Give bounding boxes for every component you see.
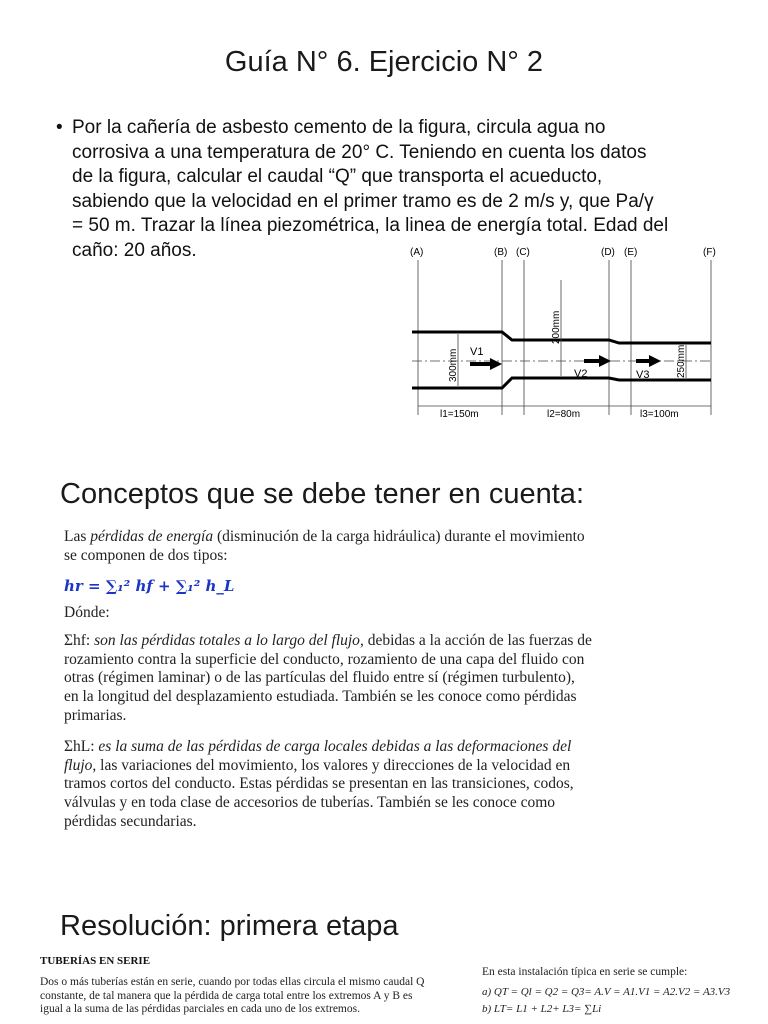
diameter-label-2: 200mm xyxy=(551,310,562,344)
equation-a: a) QT = Ql = Q2 = Q3= A.V = A1.V1 = A2.V2 = A3.V3 xyxy=(482,985,731,998)
flow-arrow-icon xyxy=(470,358,502,370)
bullet-icon: • xyxy=(56,117,63,138)
text-segment: , debidas a la acción de las fuerzas de xyxy=(359,632,592,649)
text-segment: , las variaciones del movimiento, los valores y direcciones de la velocidad en xyxy=(92,756,571,774)
text-line: tramos cortos del conducto. Estas pérdidas se presentan en las transiciones, codos, xyxy=(64,775,574,793)
slide-title: Guía N° 6. Ejercicio N° 2 xyxy=(224,46,544,78)
series-conditions xyxy=(482,966,730,1017)
text-line: En esta instalación típica en serie se cumple: xyxy=(482,966,688,978)
donde-label: Dónde: xyxy=(64,604,110,621)
text-line: primarias. xyxy=(64,706,127,724)
point-label-f: (F) xyxy=(703,247,716,258)
length-label-3: l3=100m xyxy=(640,409,679,420)
velocity-label-3: V3 xyxy=(636,369,650,381)
text-line: pérdidas secundarias. xyxy=(64,812,197,830)
diameter-label-3: 250mm xyxy=(676,344,687,378)
text-segment: Las xyxy=(64,528,91,545)
velocity-label-1: V1 xyxy=(470,346,484,358)
resolution-heading: Resolución: primera etapa xyxy=(60,910,399,942)
statement-line: corrosiva a una temperatura de 20° C. Teniendo en cuenta los datos xyxy=(72,141,647,163)
point-label-d: (D) xyxy=(601,247,615,258)
friction-losses-paragraph xyxy=(64,632,592,726)
series-pipes-heading: TUBERÍAS EN SERIE xyxy=(40,955,151,967)
point-label-c: (C) xyxy=(516,247,530,258)
local-losses-paragraph xyxy=(64,738,574,832)
diameter-label-1: 300mm xyxy=(448,348,459,382)
text-line: otras (régimen laminar) o de las partículas del fluido entre sí (régimen turbulento), xyxy=(64,669,575,687)
head-loss-formula: hr = ∑₁² hf + ∑₁² h_L xyxy=(64,577,235,595)
statement-line: Por la cañería de asbesto cemento de la figura, circula agua no xyxy=(72,117,606,138)
statement-line: = 50 m. Trazar la línea piezométrica, la linea de energía total. Edad del xyxy=(72,215,669,236)
flow-arrow-icon xyxy=(584,355,611,367)
energy-losses-paragraph xyxy=(64,528,585,565)
emphasis-text: pérdidas de energía xyxy=(90,528,214,545)
statement-line: caño: 20 años. xyxy=(72,239,197,261)
text-line: constante, de tal manera que la pérdida de carga total entre los extremos A y B es xyxy=(40,989,413,1002)
point-label-a: (A) xyxy=(410,247,424,258)
text-line: rozamiento contra la superficie del conducto, rozamiento de una capa del fluido con xyxy=(64,650,585,668)
flow-arrow-icon xyxy=(636,355,661,367)
text-line: Dos o más tuberías están en serie, cuando por todas ellas circula el mismo caudal Q xyxy=(40,976,425,988)
statement-line: sabiendo que la velocidad en el primer tramo es de 2 m/s y, que Pa/γ xyxy=(72,190,654,212)
emphasis-text: flujo xyxy=(64,756,93,774)
velocity-label-2: V2 xyxy=(574,368,588,380)
pipe-diagram xyxy=(400,240,730,422)
text-segment: (disminución de la carga hidráulica) durante el movimiento xyxy=(213,528,585,545)
emphasis-text: son las pérdidas totales a lo largo del flujo xyxy=(94,632,360,649)
text-line: igual a la suma de las pérdidas parciales en cada uno de los extremos. xyxy=(40,1003,360,1015)
length-label-2: l2=80m xyxy=(547,409,581,420)
statement-line: de la figura, calcular el caudal “Q” que transporta el acueducto, xyxy=(72,166,603,187)
point-label-e: (E) xyxy=(624,247,638,258)
length-label-1: l1=150m xyxy=(440,409,479,420)
reference-lines xyxy=(418,260,711,415)
series-pipes-text xyxy=(40,976,425,1017)
text-line: válvulas y en toda clase de accesorios de tuberías. También se les conoce como xyxy=(64,794,556,812)
concepts-heading: Conceptos que se debe tener en cuenta: xyxy=(60,478,584,510)
point-label-b: (B) xyxy=(494,247,508,258)
text-segment: Σhf: xyxy=(64,632,95,649)
emphasis-text: es la suma de las pérdidas de carga locales debidas a las deformaciones del xyxy=(98,738,572,755)
equation-b: b) LT= L1 + L2+ L3= ∑Li xyxy=(482,1003,602,1015)
text-segment: ΣhL: xyxy=(64,738,99,755)
text-line: en la longitud del desplazamiento estudiada. También se les conoce como pérdidas xyxy=(64,688,577,706)
text-line: se componen de dos tipos: xyxy=(64,546,228,564)
